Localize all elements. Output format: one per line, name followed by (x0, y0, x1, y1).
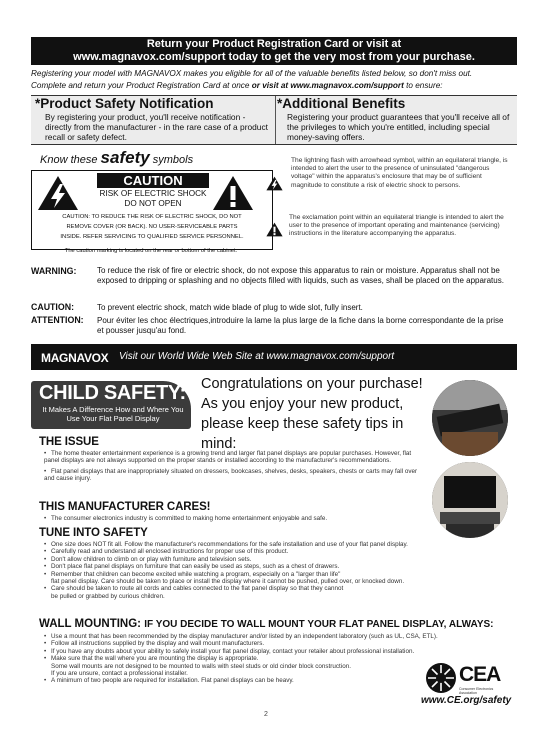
tune-bullet-2: • Carefully read and understand all enclosed instructions for proper use of this product. (44, 548, 289, 556)
warning-label: WARNING: (31, 266, 77, 276)
know-pre: Know these (40, 154, 98, 166)
benefits-title: *Additional Benefits (277, 96, 406, 111)
caution-warning-text: To prevent electric shock, match wide blade of plug to wide slot, fully insert. (97, 303, 363, 312)
congrats-text (201, 374, 431, 454)
caution-text-2: REMOVE COVER (OR BACK). NO USER-SERVICEABLE PARTS (66, 224, 238, 230)
tune-bullet-5a-text: Remember that children can become excited while watching a program, especially on a "larger than life" (51, 570, 341, 578)
intro-line-2-pre: Complete and return your Product Registration Card at once (31, 81, 252, 90)
tune-bullet-4-text: Don't place flat panel displays on furniture that can easily be used as steps, such as a chest of drawers. (51, 563, 340, 571)
cea-url-link[interactable]: www.CE.org/safety (421, 695, 512, 706)
wall-bullet-3: • If you have any doubts about your ability to safely install your flat panel display, contact your retailer about professional installation. (44, 647, 415, 655)
know-big: safety (100, 148, 150, 167)
know-post: symbols (152, 154, 194, 166)
tune-bullet-6a-text: Care should be taken to route all cords and cables connected to the flat panel display so that they cannot (51, 585, 344, 593)
wall-heading-post: IF YOU DECIDE TO WALL MOUNT YOUR FLAT PANEL DISPLAY, ALWAYS: (144, 619, 494, 630)
intro-line-2-link[interactable]: or visit at www.magnavox.com/support (251, 81, 404, 90)
exclamation-triangle-icon (212, 175, 254, 211)
caution-text-3: INSIDE. REFER SERVICING TO QUALIFIED SERVICE PERSONNEL. (60, 234, 244, 240)
caution-label-2: CAUTION: (31, 302, 75, 312)
wall-bullet-4-cont-2: If you are unsure, contact a professional installer. (51, 670, 188, 678)
congrats-line-2: As you enjoy your new product, (201, 396, 404, 412)
product-safety-notification (35, 96, 271, 144)
lightning-explanation: The lightning flash with arrowhead symbol, within an equilateral triangle, is intended to alert the user to the presence of uninsulated "dangerous voltage" within the apparatus's enclosure that may be of sufficient magnitude to constitute a risk of electric shock to persons. (291, 157, 508, 189)
banner-line-1: Return your Product Registration Card or visit at (146, 38, 402, 50)
wall-bullet-1-text: Use a mount that has been recommended by the display manufacturer and/or listed by an independent laboratory (such as UL, CSA, ETL). (51, 633, 438, 640)
issue-bullet-2: • Flat panel displays that are inappropriately situated on dressers, bookcases, shelves, desks, speakers, chests or carts may fall over and cause injury. (44, 467, 418, 483)
caution-text (31, 212, 273, 242)
warning-text: To reduce the risk of fire or electric shock, do not expose this apparatus to rain or moisture. Apparatus shall not be exposed to dripping or splashing and no objects filled with liquids, such as vases, shall be placed on the apparatus. (97, 266, 504, 285)
caution-text-1: CAUTION: TO REDUCE THE RISK OF ELECTRIC SHOCK, DO NOT (62, 214, 242, 220)
banner-line-2: www.magnavox.com/support today to get the very most from your purchase. (73, 51, 475, 63)
tune-bullet-6-cont: be pulled or grabbed by curious children. (51, 592, 165, 600)
tune-bullet-2-text: Carefully read and understand all enclosed instructions for proper use of this product. (51, 548, 289, 556)
cabinet-note: The caution marking is located on the rear or bottom of the cabinet. (64, 248, 238, 254)
tune-bullet-6: • Care should be taken to route all cords and cables connected to the flat panel display so that they cannot (44, 585, 344, 593)
cea-logo-text: CEA (459, 663, 501, 686)
tune-heading: TUNE INTO SAFETY (39, 527, 148, 539)
the-issue-heading: THE ISSUE (39, 436, 99, 448)
attention-text: Pour éviter les choc électriques,introduire la lame la plus large de la fiche dans la borne correspondante de la prise et pousser jusqu'au fond. (97, 316, 504, 335)
manufacturer-bullets (44, 515, 444, 522)
wall-heading-pre: WALL MOUNTING: (39, 618, 141, 630)
benefits-body: Registering your product guarantees that you'll receive all of the privileges to which you're entitled, including special money-saving offers. (287, 112, 510, 142)
wall-bullet-1: • Use a mount that has been recommended by the display manufacturer and/or listed by an independent laboratory (such as UL, CSA, ETL). (44, 633, 438, 640)
magnavox-visit-link[interactable]: Visit our World Wide Web Site at www.magnavox.com/support (119, 351, 395, 362)
wall-bullet-2: • Follow all instructions supplied by the display and wall mount manufacturers. (44, 640, 265, 648)
tv-on-dresser-photo (432, 380, 508, 456)
issue-bullet-1: • The home theater entertainment experience is a growing trend and larger flat panel displays are popular purchases. However, flat panel displays are not always supported on the proper stands or installed according to the manufacturer's recommendations. (44, 450, 412, 465)
lightning-triangle-icon (37, 175, 79, 211)
wall-bullet-4-cont-1: Some wall mounts are not designed to be mounted to walls with steel studs or old cinder block construction. (51, 662, 351, 670)
registration-banner (31, 37, 517, 65)
tv-on-stand-photo (432, 462, 508, 538)
lightning-small-icon (266, 176, 283, 191)
magnavox-logo: MAGNAVOX (41, 351, 109, 365)
issue-bullets (44, 450, 419, 483)
congrats-line-3: please keep these safety tips in mind: (201, 416, 404, 452)
tune-bullet-5-cont: flat panel display. Care should be taken to place or install the display where it cannot be pushed, pulled over, or knocked down. (51, 578, 405, 586)
intro-line-1: Registering your model with MAGNAVOX makes you eligible for all of the valuable benefits listed below, so don't miss out. (31, 69, 473, 78)
additional-benefits (277, 96, 515, 144)
child-safety-box (31, 381, 191, 429)
wall-bullet-2-text: Follow all instructions supplied by the display and wall mount manufacturers. (51, 640, 265, 648)
child-safety-subtitle: It Makes A Difference How and Where You Use Your Flat Panel Display (42, 405, 184, 423)
cea-tagline: Consumer Electronics Association (459, 687, 494, 695)
page-number: 2 (264, 711, 268, 718)
notification-title: *Product Safety Notification (35, 96, 214, 111)
tune-bullets (44, 541, 514, 600)
intro-line-2-post: to ensure: (403, 81, 443, 90)
wall-bullet-3-text: If you have any doubts about your ability to safely install your flat panel display, contact your retailer about professional installation. (51, 647, 415, 655)
risk-line-1: RISK OF ELECTRIC SHOCK (99, 189, 207, 198)
wall-bullet-4a-text: Make sure that the wall where you are mounting the display is appropriate. (51, 655, 259, 663)
benefits-row (31, 95, 517, 145)
manufacturer-heading: THIS MANUFACTURER CARES! (39, 501, 211, 513)
manufacturer-bullet-1-text: The consumer electronics industry is committed to making home entertainment enjoyable and safe. (51, 515, 328, 522)
safety-symbols-heading (40, 148, 193, 168)
tune-bullet-5: • Remember that children can become excited while watching a program, especially on a "larger than life" (44, 570, 341, 578)
exclamation-small-icon (266, 222, 283, 237)
tv-photo-1-icon (432, 380, 508, 456)
issue-bullet-1-text: The home theater entertainment experience is a growing trend and larger flat panel displays are popular purchases. However, flat panel displays are not always supported on the proper stands or installed according to the manufacturer's recommendations. (44, 450, 412, 465)
cea-starburst-icon (425, 662, 457, 694)
tv-photo-2-icon (432, 462, 508, 538)
child-safety-title: CHILD SAFETY: (39, 382, 186, 404)
risk-of-shock (97, 189, 209, 209)
tune-bullet-3-text: Don't allow children to climb on or play with furniture and television sets. (51, 555, 252, 563)
wall-bullet-4: • Make sure that the wall where you are mounting the display is appropriate. (44, 655, 259, 663)
tune-bullet-3: • Don't allow children to climb on or play with furniture and television sets. (44, 555, 252, 563)
attention-label: ATTENTION: (31, 315, 84, 325)
congrats-line-1: Congratulations on your purchase! (201, 376, 423, 392)
tune-bullet-4: • Don't place flat panel displays on furniture that can easily be used as steps, such as a chest of drawers. (44, 563, 340, 571)
notification-body: By registering your product, you'll receive notification - directly from the manufacturer - in the rare case of a product recall or safety defect. (45, 112, 268, 142)
tune-bullet-1-text: One size does NOT fit all. Follow the manufacturer's recommendations for the safe installation and use of your flat panel display. (51, 541, 408, 548)
wall-heading (39, 618, 494, 630)
intro-text (31, 68, 521, 92)
caution-label: CAUTION (97, 173, 209, 188)
risk-line-2: DO NOT OPEN (124, 199, 182, 208)
tune-bullet-1: • One size does NOT fit all. Follow the manufacturer's recommendations for the safe installation and use of your flat panel display. (44, 541, 408, 548)
benefits-divider (275, 96, 276, 144)
wall-bullet-5: • A minimum of two people are required for installation. Flat panel displays can be heavy. (44, 677, 294, 685)
exclamation-explanation: The exclamation point within an equilateral triangle is intended to alert the user to the presence of important operating and maintenance (servicing) instructions in the literature accompanying the apparatus. (289, 214, 504, 238)
magnavox-bar (31, 344, 517, 370)
issue-bullet-2-text: Flat panel displays that are inappropriately situated on dressers, bookcases, shelves, desks, speakers, chests or carts may fall over and cause injury. (44, 467, 418, 483)
intro-line-2 (31, 80, 521, 92)
wall-bullet-5-text: A minimum of two people are required for installation. Flat panel displays can be heavy. (51, 677, 294, 685)
manufacturer-bullet-1: • The consumer electronics industry is committed to making home entertainment enjoyable and safe. (44, 515, 328, 522)
